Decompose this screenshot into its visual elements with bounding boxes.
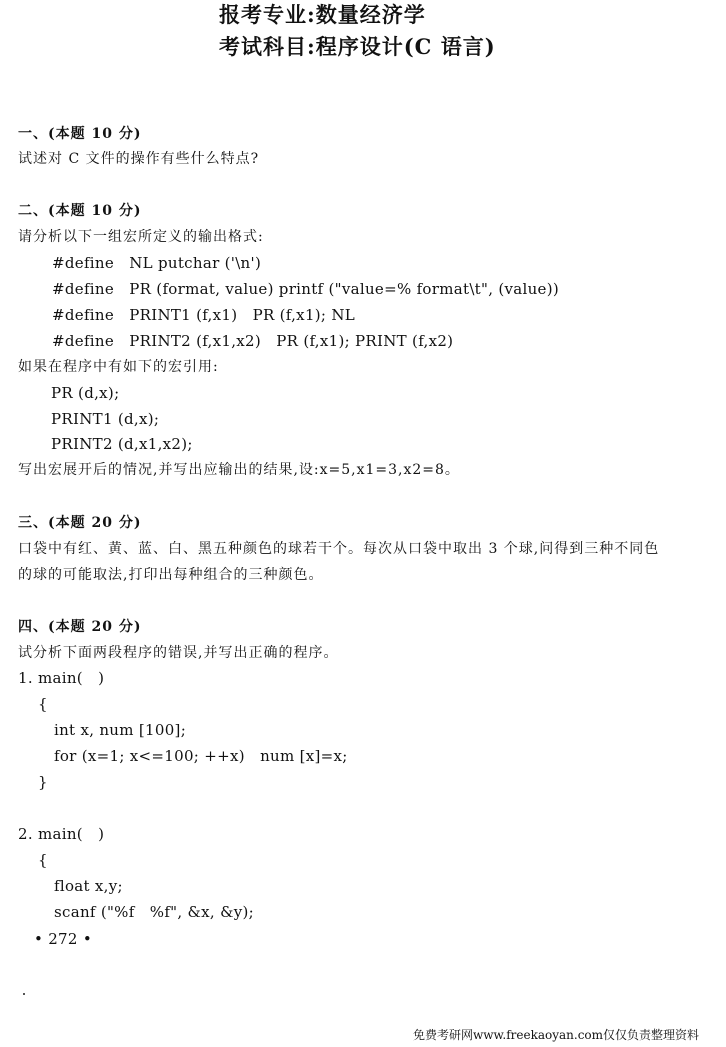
footer-watermark: 免费考研网www.freekaoyan.com仅仅负责整理资料 — [413, 1028, 700, 1042]
q3-heading: 三、(本题 20 分) — [18, 515, 142, 531]
q1-heading: 一、(本题 10 分) — [18, 126, 142, 142]
program1-line-2: for (x=1; x<=100; ++x) num [x]=x; — [54, 747, 348, 765]
program2-line-1: float x,y; — [54, 877, 123, 895]
q2-usage-intro: 如果在程序中有如下的宏引用: — [18, 359, 219, 375]
q2-instruction: 写出宏展开后的情况,并写出应输出的结果,设:x=5,x1=3,x2=8。 — [18, 462, 460, 478]
q3-line-2: 的球的可能取法,打印出每种组合的三种颜色。 — [18, 567, 324, 583]
q2-intro: 请分析以下一组宏所定义的输出格式: — [18, 229, 264, 245]
program1-line-1: int x, num [100]; — [54, 721, 187, 739]
q1-text: 试述对 C 文件的操作有些什么特点? — [18, 151, 260, 167]
q2-usage-2: PRINT1 (d,x); — [51, 410, 160, 428]
program1-open-brace: { — [38, 695, 48, 713]
program2-open-brace: { — [38, 851, 48, 869]
header-subject: 考试科目:程序设计(C 语言) — [219, 34, 496, 59]
program1-header: 1. main( ) — [18, 669, 105, 687]
header-major: 报考专业:数量经济学 — [219, 2, 426, 27]
program1-close-brace: } — [38, 773, 48, 791]
q2-usage-1: PR (d,x); — [51, 384, 120, 402]
q2-usage-3: PRINT2 (d,x1,x2); — [51, 435, 193, 453]
scan-speck — [23, 993, 25, 995]
program2-header: 2. main( ) — [18, 825, 105, 843]
q3-line-1: 口袋中有红、黄、蓝、白、黑五种颜色的球若干个。每次从口袋中取出 3 个球,问得到三种不同色 — [18, 541, 660, 557]
q2-define-3: #define PRINT1 (f,x1) PR (f,x1); NL — [52, 306, 356, 324]
q4-heading: 四、(本题 20 分) — [18, 619, 142, 635]
q2-define-1: #define NL putchar ('\n') — [52, 254, 262, 272]
q2-define-4: #define PRINT2 (f,x1,x2) PR (f,x1); PRINT (f,x2) — [52, 332, 454, 350]
q4-intro: 试分析下面两段程序的错误,并写出正确的程序。 — [18, 645, 339, 661]
q2-define-2: #define PR (format, value) printf ("value=% format\t", (value)) — [52, 280, 560, 298]
program2-line-2: scanf ("%f %f", &x, &y); — [54, 903, 255, 921]
q2-heading: 二、(本题 10 分) — [18, 203, 142, 219]
page-number: • 272 • — [34, 930, 92, 948]
